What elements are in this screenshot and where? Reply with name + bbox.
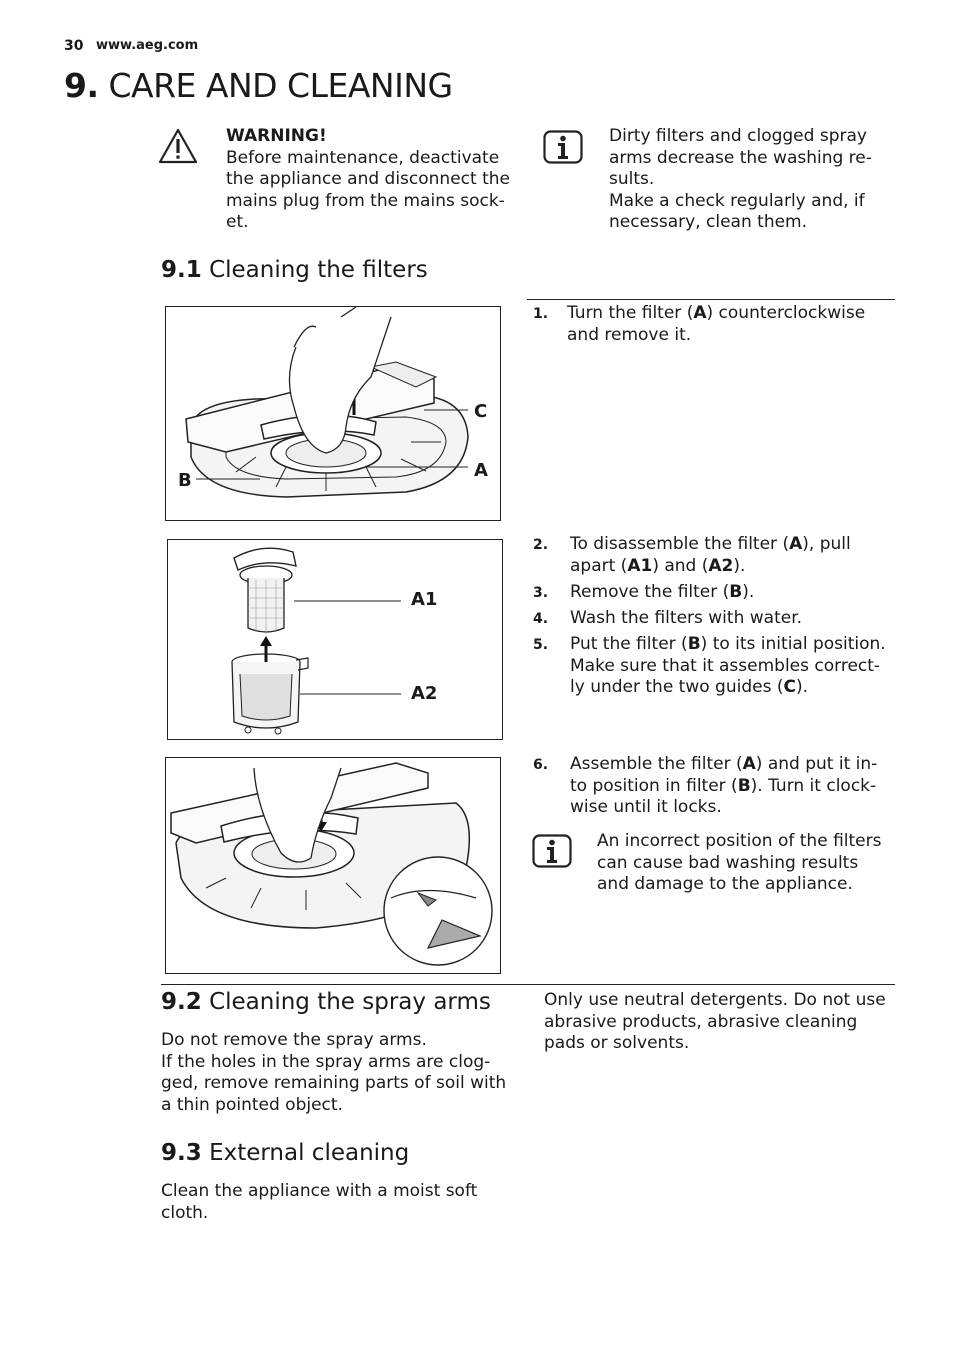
step-text: Assemble the filter (: [570, 754, 743, 774]
step-text: To disassemble the filter (: [570, 534, 790, 554]
info-top-line: Dirty filters and clogged spray: [609, 126, 867, 146]
step-1: [533, 303, 893, 347]
step-label-b: B: [737, 775, 751, 796]
section-rule: [527, 299, 895, 300]
section-number: 9.3: [161, 1140, 202, 1166]
figure-filter-removal: [165, 306, 501, 521]
figure-filter-assembly: [165, 757, 501, 974]
section-number: 9.2: [161, 989, 202, 1015]
warning-line: the appliance and disconnect the: [226, 169, 510, 189]
filter-removal-illustration: [166, 307, 500, 520]
info-top-line: Make a check regularly and, if: [609, 190, 865, 211]
chapter-number: 9.: [64, 66, 99, 105]
warning-heading: WARNING!: [226, 126, 327, 146]
section-9-3-body: [161, 1181, 521, 1224]
label-b: B: [178, 470, 192, 491]
step-2: [533, 534, 893, 578]
step-number: 5.: [533, 637, 549, 653]
section-heading-9-3: [161, 1140, 409, 1166]
step-text: Remove the filter (: [570, 582, 730, 602]
step-text: ) to its initial position.: [700, 634, 886, 654]
section-9-2-body: [161, 1030, 521, 1116]
section-heading-9-1: [161, 257, 428, 283]
step-text: ), pull: [802, 534, 851, 554]
detergent-note: [544, 990, 904, 1055]
step-text: ). Turn it clock-: [750, 775, 877, 796]
step-text: ) counterclockwise: [706, 303, 866, 323]
section-title: Cleaning the spray arms: [209, 989, 491, 1015]
step-number: 1.: [533, 306, 549, 322]
info-filters-line: An incorrect position of the filters: [597, 831, 882, 851]
label-a2: A2: [411, 683, 438, 704]
section-title: Cleaning the filters: [209, 257, 428, 283]
info-top-line: necessary, clean them.: [609, 212, 808, 232]
website-url[interactable]: www.aeg.com: [96, 38, 199, 53]
body-line: If the holes in the spray arms are clog-: [161, 1051, 491, 1072]
step-text: ) and (: [652, 555, 709, 576]
step-label-b: B: [687, 634, 701, 654]
step-label-a1: A1: [627, 555, 653, 576]
step-text: ).: [795, 677, 809, 697]
note-line: abrasive products, abrasive cleaning: [544, 1011, 858, 1032]
step-label-c: C: [783, 677, 796, 697]
step-5: [533, 634, 893, 700]
label-c: C: [474, 401, 488, 422]
step-text: Make sure that it assembles correct-: [570, 655, 881, 676]
warning-line: Before maintenance, deactivate: [226, 147, 500, 168]
body-line: cloth.: [161, 1202, 209, 1223]
step-label-a: A: [693, 303, 707, 323]
step-label-b: B: [729, 582, 743, 602]
figure-filter-disassembly: [167, 539, 503, 740]
step-text: ly under the two guides (: [570, 677, 784, 697]
section-heading-9-2: [161, 989, 491, 1015]
body-line: Do not remove the spray arms.: [161, 1030, 427, 1050]
step-text: wise until it locks.: [570, 797, 722, 817]
step-text: to position in filter (: [570, 775, 738, 796]
chapter-title-text: CARE AND CLEANING: [108, 66, 453, 105]
info-icon: [543, 130, 583, 164]
chapter-title: [64, 66, 453, 105]
step-number: 4.: [533, 611, 549, 627]
section-title: External cleaning: [209, 1140, 410, 1166]
body-line: Clean the appliance with a moist soft: [161, 1181, 478, 1201]
warning-line: et.: [226, 212, 249, 232]
step-number: 3.: [533, 585, 549, 601]
info-filters-block: [597, 831, 897, 896]
info-filters-line: can cause bad washing results: [597, 852, 859, 873]
label-a1: A1: [411, 589, 438, 610]
page-number: 30: [64, 38, 84, 54]
section-divider: [161, 984, 895, 985]
warning-triangle-icon: [158, 128, 198, 164]
step-number: 6.: [533, 757, 549, 773]
filter-assembly-illustration: [166, 758, 500, 973]
step-text: Turn the filter (: [567, 303, 694, 323]
section-number: 9.1: [161, 257, 202, 283]
step-text: Wash the filters with water.: [570, 608, 803, 628]
step-3: [533, 582, 893, 604]
step-4: [533, 608, 893, 630]
step-text: ).: [742, 582, 755, 602]
step-text: Put the filter (: [570, 634, 688, 654]
step-label-a: A: [789, 534, 803, 554]
step-text: apart (: [570, 555, 628, 576]
warning-line: mains plug from the mains sock-: [226, 190, 505, 211]
info-icon: [532, 834, 572, 868]
info-filters-line: and damage to the appliance.: [597, 874, 853, 894]
body-line: a thin pointed object.: [161, 1094, 343, 1115]
step-label-a2: A2: [708, 555, 734, 576]
step-6: [533, 754, 893, 820]
filter-disassembly-illustration: [168, 540, 502, 739]
note-line: Only use neutral detergents. Do not use: [544, 990, 886, 1010]
body-line: ged, remove remaining parts of soil with: [161, 1073, 507, 1093]
step-number: 2.: [533, 537, 549, 553]
step-label-a: A: [742, 754, 756, 774]
step-text: ).: [733, 555, 746, 576]
info-top-block: [609, 126, 909, 234]
note-line: pads or solvents.: [544, 1033, 690, 1053]
label-a: A: [474, 460, 488, 481]
warning-block: [226, 126, 526, 234]
info-top-line: arms decrease the washing re-: [609, 147, 872, 168]
info-top-line: sults.: [609, 169, 655, 189]
step-text: and remove it.: [567, 324, 692, 345]
step-text: ) and put it in-: [755, 754, 878, 774]
